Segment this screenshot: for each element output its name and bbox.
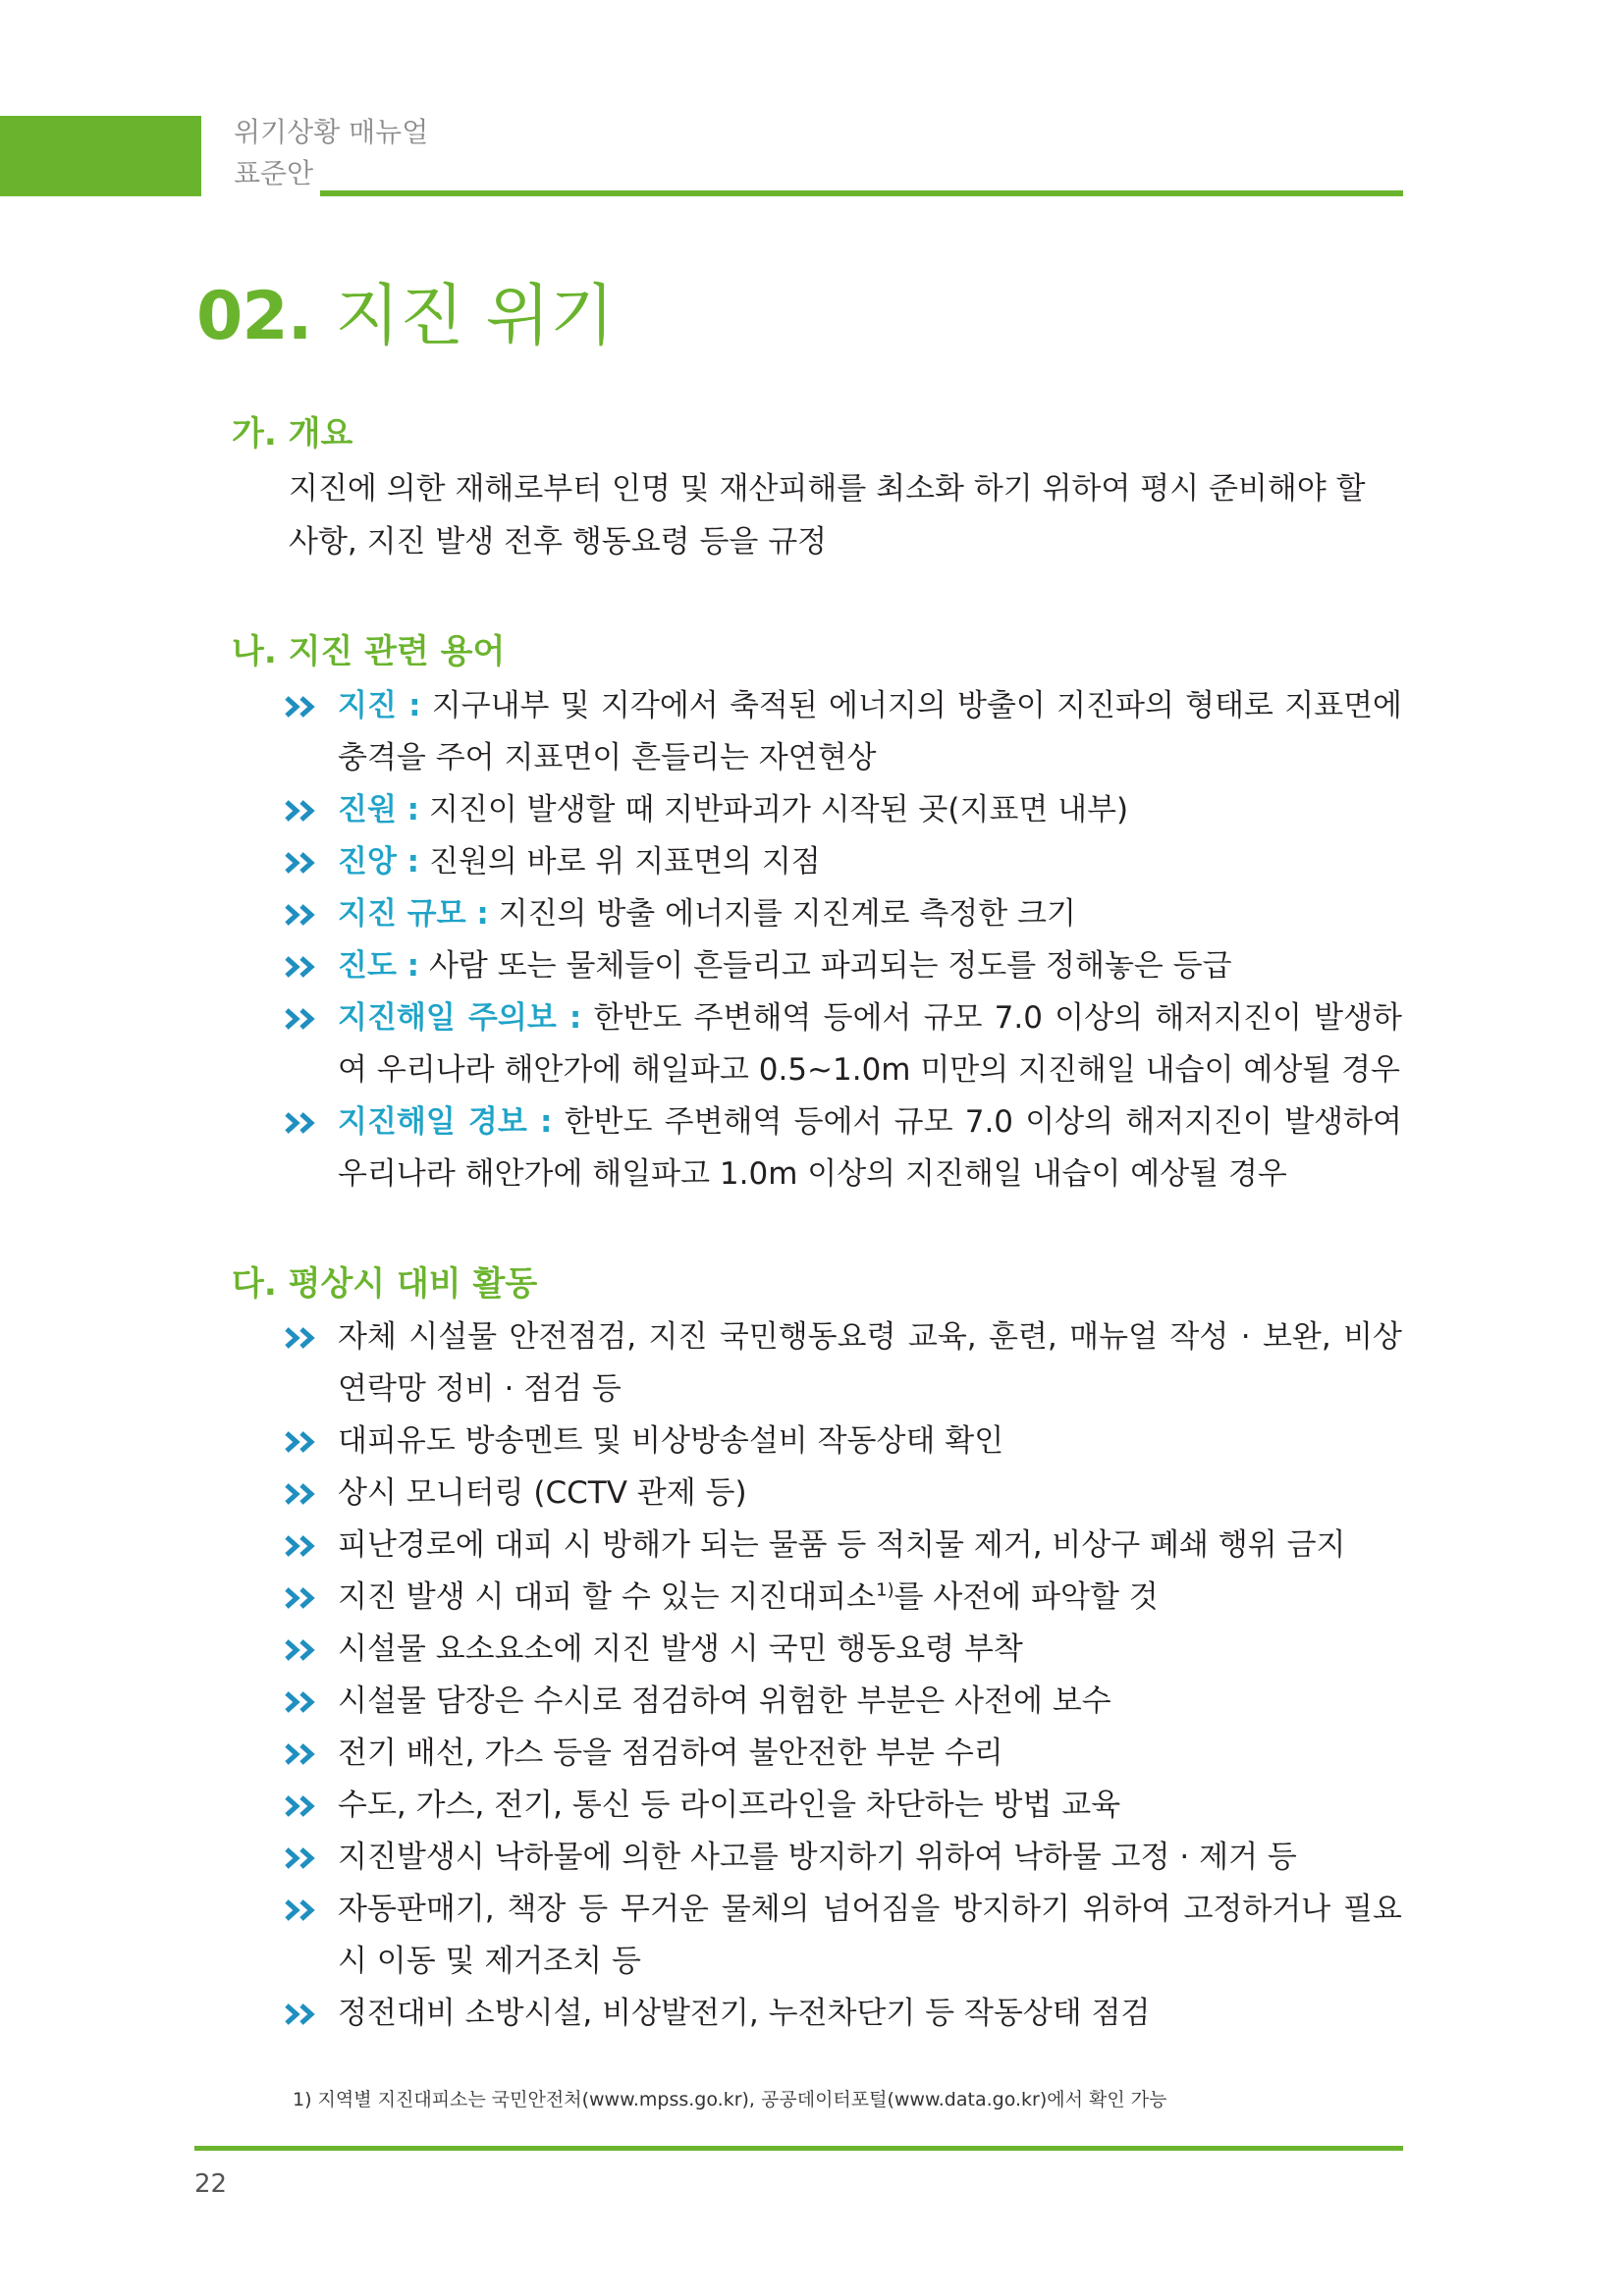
list-item-text: 지진발생시 낙하물에 의한 사고를 방지하기 위하여 낙하물 고정 · 제거 등 xyxy=(338,1840,1297,1875)
list-item-text: 전기 배선, 가스 등을 점검하여 불안전한 부분 수리 xyxy=(338,1735,1003,1771)
term-definition: 사람 또는 물체들이 흔들리고 파괴되는 정도를 정해놓은 등급 xyxy=(428,948,1232,984)
term-definition: 지진의 방출 에너지를 지진계로 측정한 크기 xyxy=(498,896,1076,932)
term-label: 지진해일 주의보 : xyxy=(338,1000,582,1036)
double-chevron-right-icon xyxy=(283,1430,322,1454)
preparedness-list xyxy=(283,1311,1402,2040)
term-definition: 지구내부 및 지각에서 축적된 에너지의 방출이 지진파의 형태로 지표면에 xyxy=(431,688,1402,723)
double-chevron-right-icon xyxy=(283,1638,322,1662)
term-label: 진원 : xyxy=(338,792,420,828)
header-divider xyxy=(320,190,1403,196)
footnote-marker: 1) xyxy=(876,1579,894,1601)
double-chevron-right-icon xyxy=(283,1534,322,1558)
list-item-text: 시설물 담장은 수시로 점검하여 위험한 부분은 사전에 보수 xyxy=(338,1683,1111,1719)
list-item xyxy=(283,1884,1402,1988)
overview-line: 지진에 의한 재해로부터 인명 및 재산피해를 최소화 하기 위하여 평시 준비해야 할 xyxy=(289,471,1366,507)
double-chevron-right-icon xyxy=(283,695,322,719)
list-item-text: 필요시 이동 및 제거조치 등 xyxy=(338,1892,1402,1979)
term-definition: 우리나라 해안가에 해일파고 1.0m 이상의 지진해일 내습이 예상될 경우 xyxy=(338,1156,1287,1192)
list-item-text: 지진 발생 시 대피 할 수 있는 지진대피소 xyxy=(338,1579,877,1615)
chapter-title-text: 지진 위기 xyxy=(335,278,615,355)
list-item-text: 상시 모니터링 (CCTV 관제 등) xyxy=(338,1475,747,1511)
double-chevron-right-icon xyxy=(283,1898,322,1922)
list-item xyxy=(283,1832,1402,1884)
double-chevron-right-icon xyxy=(283,903,322,927)
term-definition: 지진이 발생할 때 지반파괴가 시작된 곳(지표면 내부) xyxy=(428,792,1129,828)
list-item xyxy=(283,1780,1402,1832)
list-item xyxy=(283,1096,1402,1201)
list-item xyxy=(283,1572,1402,1624)
list-item-text: 대피유도 방송멘트 및 비상방송설비 작동상태 확인 xyxy=(338,1423,1004,1459)
list-item xyxy=(283,1520,1402,1572)
double-chevron-right-icon xyxy=(283,1326,322,1350)
double-chevron-right-icon xyxy=(283,1794,322,1818)
header-color-block xyxy=(0,116,201,196)
list-item xyxy=(283,940,1402,992)
list-item-text: 비상연락망 정비 · 점검 등 xyxy=(338,1319,1403,1407)
double-chevron-right-icon xyxy=(283,955,322,979)
list-item xyxy=(283,784,1402,836)
list-item xyxy=(283,836,1402,888)
double-chevron-right-icon xyxy=(283,851,322,875)
page-number: 22 xyxy=(194,2169,228,2199)
double-chevron-right-icon xyxy=(283,1007,322,1031)
list-item xyxy=(283,1311,1402,1415)
list-item xyxy=(283,1468,1402,1520)
list-item-text: 를 사전에 파악할 것 xyxy=(893,1579,1159,1615)
header-manual-title: 위기상황 매뉴얼 xyxy=(234,116,429,148)
section-heading-preparedness: 다. 평상시 대비 활동 xyxy=(232,1264,538,1304)
term-definition: 한반도 주변해역 등에서 규모 7.0 이상의 해저지진이 발생하여 xyxy=(564,1104,1402,1140)
term-label: 진도 : xyxy=(338,948,420,984)
double-chevron-right-icon xyxy=(283,2002,322,2026)
double-chevron-right-icon xyxy=(283,1586,322,1610)
list-item-text: 정전대비 소방시설, 비상발전기, 누전차단기 등 작동상태 점검 xyxy=(338,1996,1151,2031)
term-definition: 우리나라 해안가에 해일파고 0.5~1.0m 미만의 지진해일 내습이 예상될 경우 xyxy=(376,1052,1400,1088)
list-item xyxy=(283,1415,1402,1468)
overview-line: 사항, 지진 발생 전후 행동요령 등을 규정 xyxy=(289,524,828,560)
term-label: 지진해일 경보 : xyxy=(338,1104,553,1140)
list-item xyxy=(283,680,1402,784)
section-heading-overview: 가. 개요 xyxy=(232,414,353,454)
header-manual-subtitle: 표준안 xyxy=(234,157,314,189)
list-item-text: 시설물 요소요소에 지진 발생 시 국민 행동요령 부착 xyxy=(338,1631,1023,1667)
list-item-text: 자체 시설물 안전점검, 지진 국민행동요령 교육, 훈련, 매뉴얼 작성 · 보완, xyxy=(338,1319,1331,1355)
list-item xyxy=(283,1728,1402,1780)
list-item-text: 수도, 가스, 전기, 통신 등 라이프라인을 차단하는 방법 교육 xyxy=(338,1788,1121,1823)
term-definition: 진원의 바로 위 지표면의 지점 xyxy=(428,844,821,880)
term-label: 진앙 : xyxy=(338,844,420,880)
term-label: 지진 규모 : xyxy=(338,896,489,932)
double-chevron-right-icon xyxy=(283,1482,322,1506)
term-definition: 충격을 주어 지표면이 흔들리는 자연현상 xyxy=(338,740,877,775)
list-item xyxy=(283,1624,1402,1676)
list-item-text: 자동판매기, 책장 등 무거운 물체의 넘어짐을 방지하기 위하여 고정하거나 xyxy=(338,1892,1331,1927)
double-chevron-right-icon xyxy=(283,1846,322,1870)
term-label: 지진 : xyxy=(338,688,421,723)
list-item xyxy=(283,992,1402,1096)
double-chevron-right-icon xyxy=(283,799,322,823)
double-chevron-right-icon xyxy=(283,1742,322,1766)
section-heading-terms: 나. 지진 관련 용어 xyxy=(232,632,506,671)
terms-list xyxy=(283,680,1402,1201)
double-chevron-right-icon xyxy=(283,1690,322,1714)
term-definition: 한반도 주변해역 등에서 규모 7.0 이상의 해저지진이 발생하여 xyxy=(338,1000,1402,1088)
double-chevron-right-icon xyxy=(283,1111,322,1135)
overview-paragraph xyxy=(289,462,1402,568)
chapter-title xyxy=(196,263,615,361)
list-item xyxy=(283,888,1402,940)
list-item-text: 피난경로에 대피 시 방해가 되는 물품 등 적치물 제거, 비상구 폐쇄 행위 금지 xyxy=(338,1527,1346,1563)
list-item xyxy=(283,1676,1402,1728)
footnote: 1) 지역별 지진대피소는 국민안전처(www.mpss.go.kr), 공공데이터포털(www.data.go.kr)에서 확인 가능 xyxy=(293,2089,1167,2110)
list-item xyxy=(283,1988,1402,2040)
chapter-number: 02. xyxy=(196,278,312,355)
footer-divider xyxy=(194,2146,1403,2151)
